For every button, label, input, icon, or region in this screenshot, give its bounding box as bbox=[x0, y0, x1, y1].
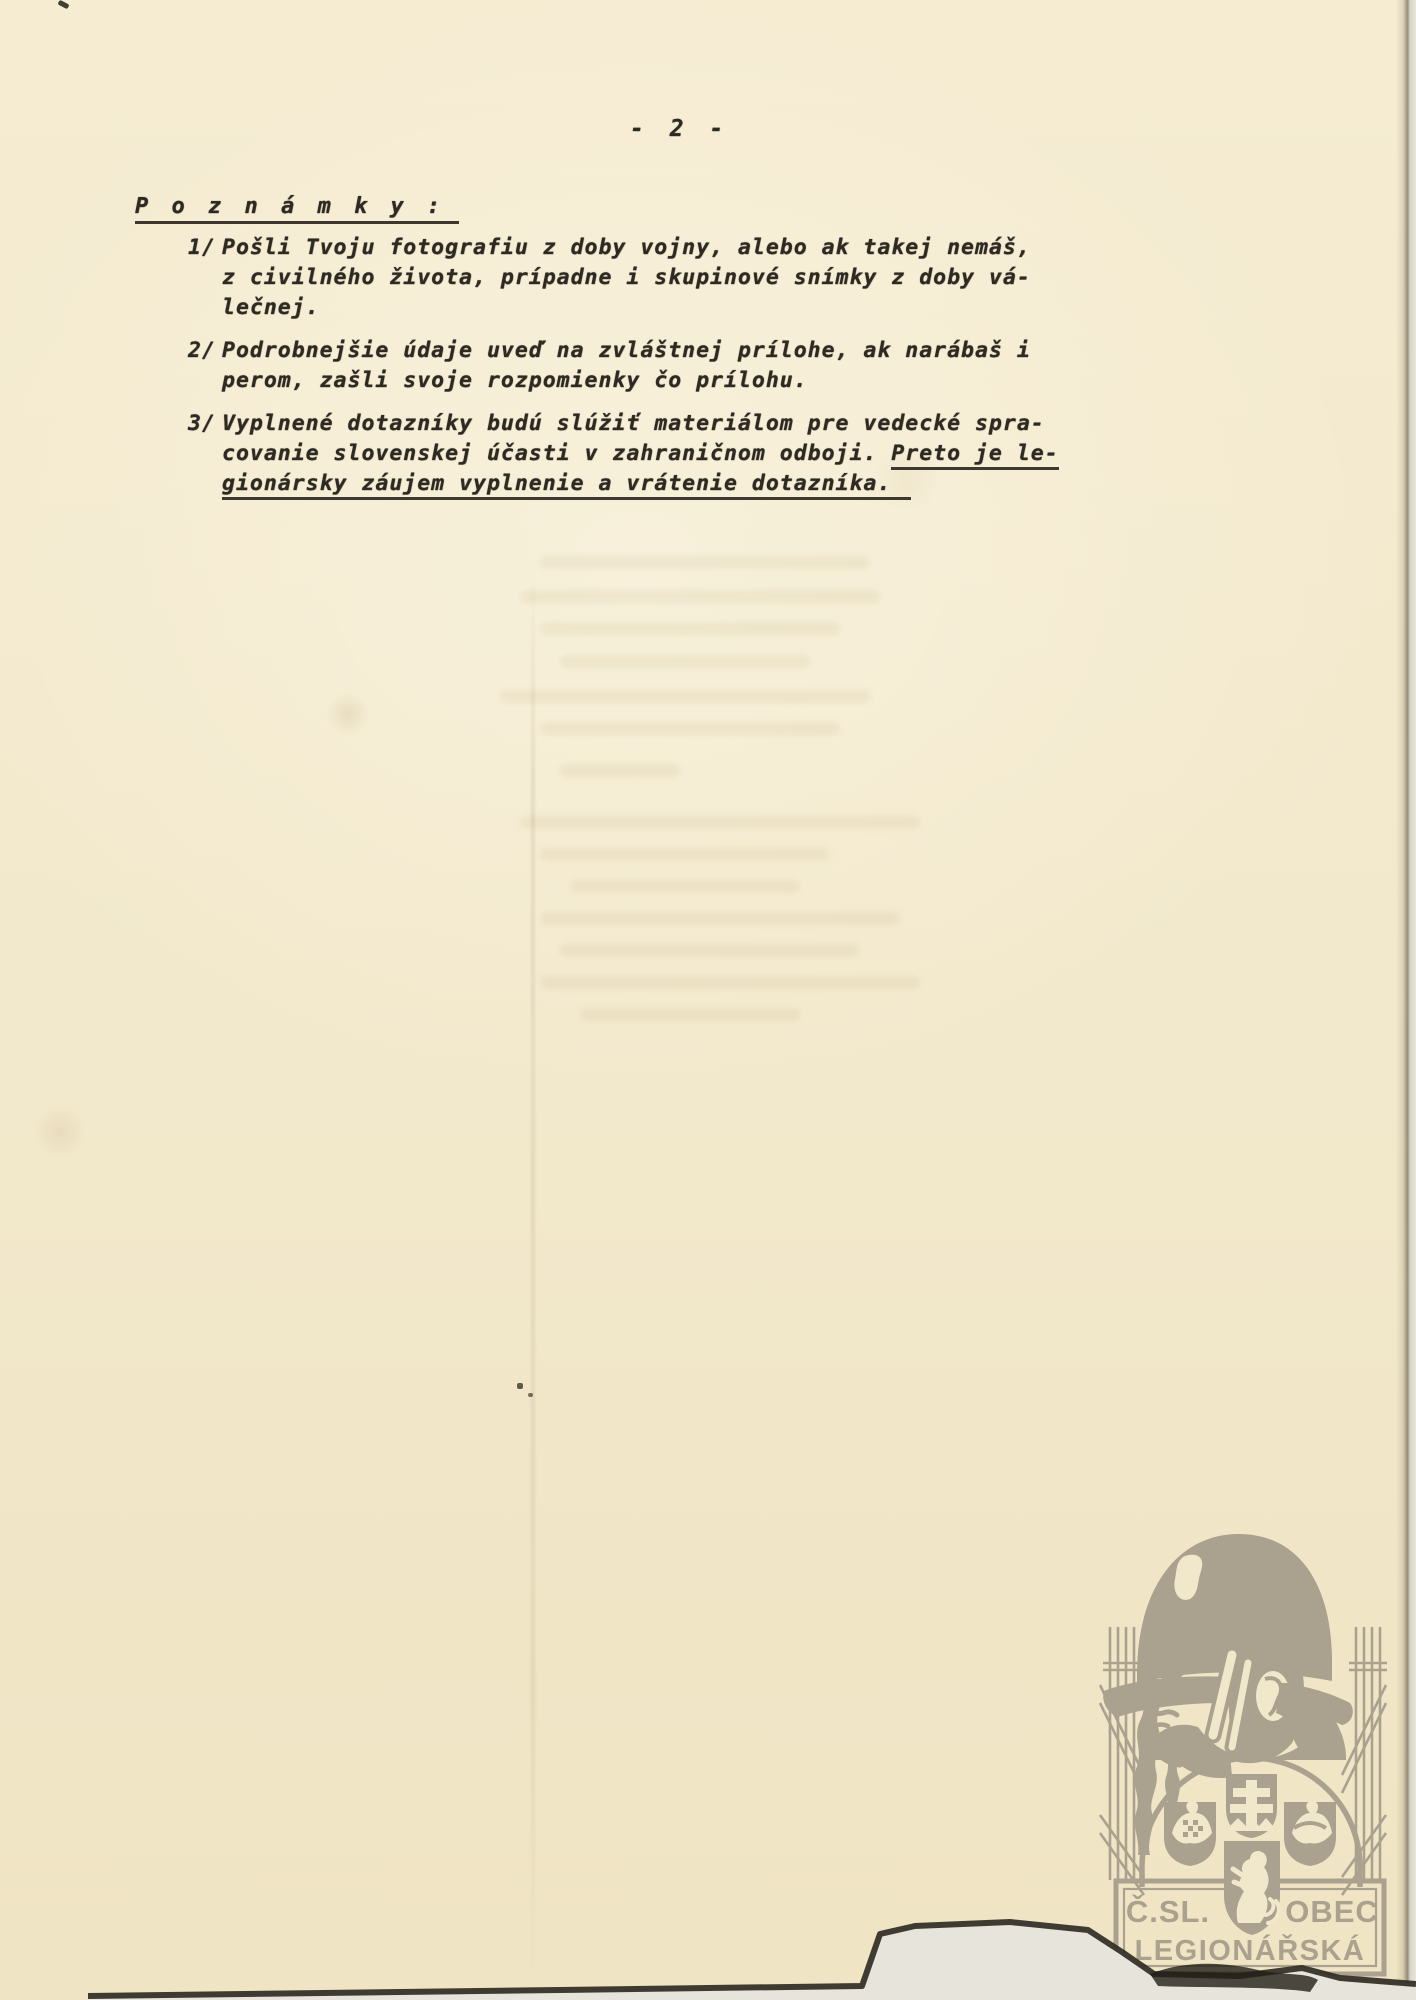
notes-heading: P o z n á m k y : bbox=[135, 194, 459, 224]
bleedthrough-mark bbox=[540, 976, 920, 989]
underlined-phrase: gionársky záujem vyplnenie a vrátenie dotazníka. bbox=[222, 471, 911, 500]
bleedthrough-mark bbox=[540, 848, 830, 861]
bleedthrough-mark bbox=[560, 764, 680, 777]
silesian-eagle-shield bbox=[1284, 1801, 1336, 1866]
fold-crease bbox=[531, 560, 535, 1980]
ink-speck bbox=[517, 1383, 523, 1389]
note-line: Podrobnejšie údaje uveď na zvláštnej prílohe, ak narábaš i bbox=[222, 338, 1031, 363]
page-right-edge bbox=[1396, 0, 1416, 2000]
bleedthrough-mark bbox=[500, 690, 870, 703]
slovak-cross-shield bbox=[1226, 1774, 1277, 1838]
stamp-org-abbr: Č.SL. bbox=[1125, 1894, 1211, 1929]
bleedthrough-mark bbox=[540, 912, 900, 925]
bleedthrough-mark bbox=[540, 556, 870, 569]
bleedthrough-mark bbox=[520, 590, 880, 603]
bleedthrough-mark bbox=[560, 655, 810, 668]
note-line: z civilného života, prípadne i skupinové snímky z doby vá- bbox=[222, 265, 1031, 290]
stamp-org-word: OBEC bbox=[1285, 1894, 1379, 1929]
bleedthrough-mark bbox=[570, 880, 800, 893]
bleedthrough-mark bbox=[540, 722, 840, 735]
note-number: 1/ bbox=[188, 235, 216, 260]
bleedthrough-mark bbox=[520, 816, 920, 829]
note-item bbox=[188, 409, 1168, 499]
note-number: 2/ bbox=[188, 338, 216, 363]
note-lines bbox=[222, 233, 1168, 323]
note-item bbox=[188, 233, 1168, 323]
note-line: Vyplnené dotazníky budú slúžiť materiálom pre vedecké spra- bbox=[222, 411, 1045, 436]
stamp-org-name: LEGIONÁŘSKÁ bbox=[1134, 1935, 1366, 1967]
note-line bbox=[222, 469, 1168, 499]
note-line: perom, zašli svoje rozpomienky čo prílohu. bbox=[222, 368, 808, 393]
note-lines bbox=[222, 336, 1168, 396]
bleedthrough-mark bbox=[580, 1008, 800, 1021]
note-line: covanie slovenskej účasti v zahraničnom odboji. Preto je le- bbox=[222, 439, 1168, 469]
bleedthrough-mark bbox=[560, 944, 860, 957]
note-item bbox=[188, 336, 1168, 396]
ink-speck bbox=[57, 0, 69, 9]
underlined-phrase: Preto je le- bbox=[891, 441, 1058, 470]
note-line: lečnej. bbox=[222, 295, 320, 320]
note-line: Pošli Tvoju fotografiu z doby vojny, alebo ak takej nemáš, bbox=[222, 235, 1031, 260]
ink-speck bbox=[528, 1393, 533, 1397]
moravian-eagle-shield bbox=[1164, 1801, 1216, 1866]
pillar-right-decoration bbox=[1342, 1627, 1387, 1895]
bleedthrough-mark bbox=[540, 622, 840, 635]
page-number: - 2 - bbox=[630, 116, 730, 142]
bottom-edge bbox=[0, 1900, 1416, 2000]
note-number: 3/ bbox=[188, 411, 216, 436]
notes-list bbox=[188, 233, 1168, 499]
note-lines bbox=[222, 409, 1168, 499]
